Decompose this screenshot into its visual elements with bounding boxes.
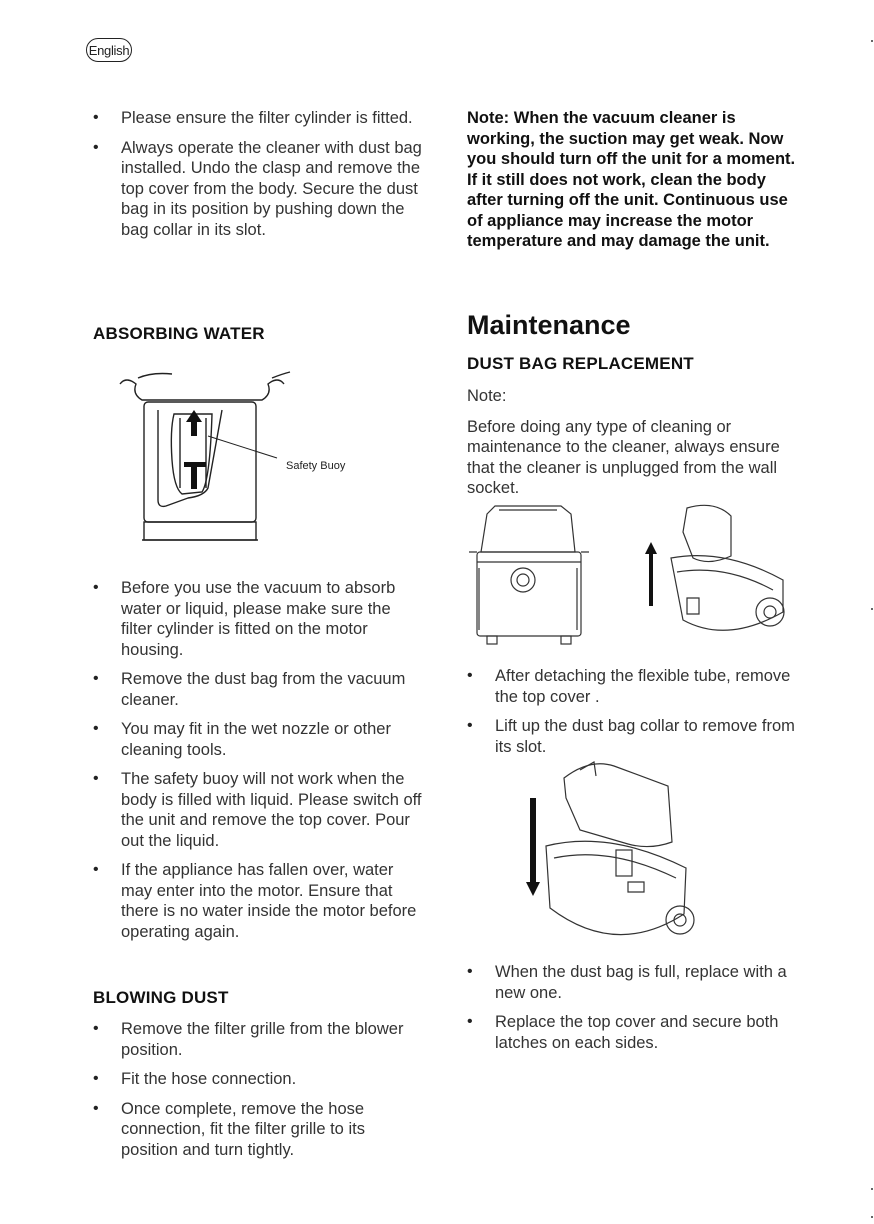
suction-warning-note: Note: When the vacuum cleaner is working, the suction may get weak. Now you should turn off the unit for a moment. If it still does not work, clean the body after turning off the unit. Continuous use of appliance may increase the motor temperature and may damage the unit. xyxy=(467,109,796,250)
list-item: • The safety buoy will not work when the body is filled with liquid. Please switch off the unit and remove the top cover. Pour out the liquid. xyxy=(93,769,423,851)
blowing-bullet-list xyxy=(93,1019,423,1160)
safety-buoy-figure xyxy=(112,370,392,560)
language-badge: English xyxy=(86,38,132,62)
edge-mark xyxy=(871,1216,873,1218)
right-column xyxy=(467,108,797,252)
absorbing-bullet-list xyxy=(93,578,423,942)
list-item: • Once complete, remove the hose connection, fit the filter grille to its position and turn tightly. xyxy=(93,1099,423,1161)
list-item: • Remove the filter grille from the blower position. xyxy=(93,1019,423,1060)
edge-mark xyxy=(871,608,873,610)
list-item: • Replace the top cover and secure both latches on each sides. xyxy=(467,1012,797,1053)
detach-bullets-block xyxy=(467,666,797,766)
list-item: • Fit the hose connection. xyxy=(93,1069,423,1090)
list-item: • Before you use the vacuum to absorb water or liquid, please make sure the filter cylinder is fitted on the motor housing. xyxy=(93,578,423,660)
list-item: • Always operate the cleaner with dust bag installed. Undo the clasp and remove the top cover from the body. Secure the dust bag in its position by pushing down the bag collar in its slot. xyxy=(93,138,423,241)
absorbing-water-heading: ABSORBING WATER xyxy=(93,324,265,343)
note-label: Note: xyxy=(467,387,507,405)
note-text: Before doing any type of cleaning or maintenance to the cleaner, always ensure that the cleaner is unplugged from the wall socket. xyxy=(467,417,780,497)
detach-bullet-list xyxy=(467,666,797,757)
maintenance-section xyxy=(467,310,631,341)
dust-bag-replacement-heading: DUST BAG REPLACEMENT xyxy=(467,354,694,373)
note-block xyxy=(467,386,797,499)
intro-bullet-list xyxy=(93,108,423,240)
maintenance-title: Maintenance xyxy=(467,310,631,340)
edge-mark xyxy=(871,40,873,42)
list-item: • Please ensure the filter cylinder is fitted. xyxy=(93,108,423,129)
filter-cylinder-illustration xyxy=(112,370,392,560)
list-item: • You may fit in the wet nozzle or other cleaning tools. xyxy=(93,719,423,760)
list-item: • Lift up the dust bag collar to remove from its slot. xyxy=(467,716,797,757)
blowing-bullets-block xyxy=(93,1019,423,1169)
list-item: • If the appliance has fallen over, water may enter into the motor. Ensure that there is no water inside the motor before operating again. xyxy=(93,860,423,942)
safety-buoy-caption: Safety Buoy xyxy=(286,460,346,472)
top-cover-replace-figure xyxy=(520,758,700,956)
replace-bullets-block xyxy=(467,962,797,1062)
list-item: • Remove the dust bag from the vacuum cleaner. xyxy=(93,669,423,710)
list-item: • When the dust bag is full, replace with a new one. xyxy=(467,962,797,1003)
edge-mark xyxy=(871,1188,873,1190)
vacuum-replace-illustration xyxy=(520,758,700,956)
top-cover-removal-figure xyxy=(465,502,805,650)
replace-bullet-list xyxy=(467,962,797,1053)
left-column xyxy=(93,108,423,249)
absorbing-bullets-block xyxy=(93,578,423,951)
list-item: • After detaching the flexible tube, remove the top cover . xyxy=(467,666,797,707)
blowing-dust-heading: BLOWING DUST xyxy=(93,988,229,1007)
vacuum-illustration xyxy=(465,502,805,650)
